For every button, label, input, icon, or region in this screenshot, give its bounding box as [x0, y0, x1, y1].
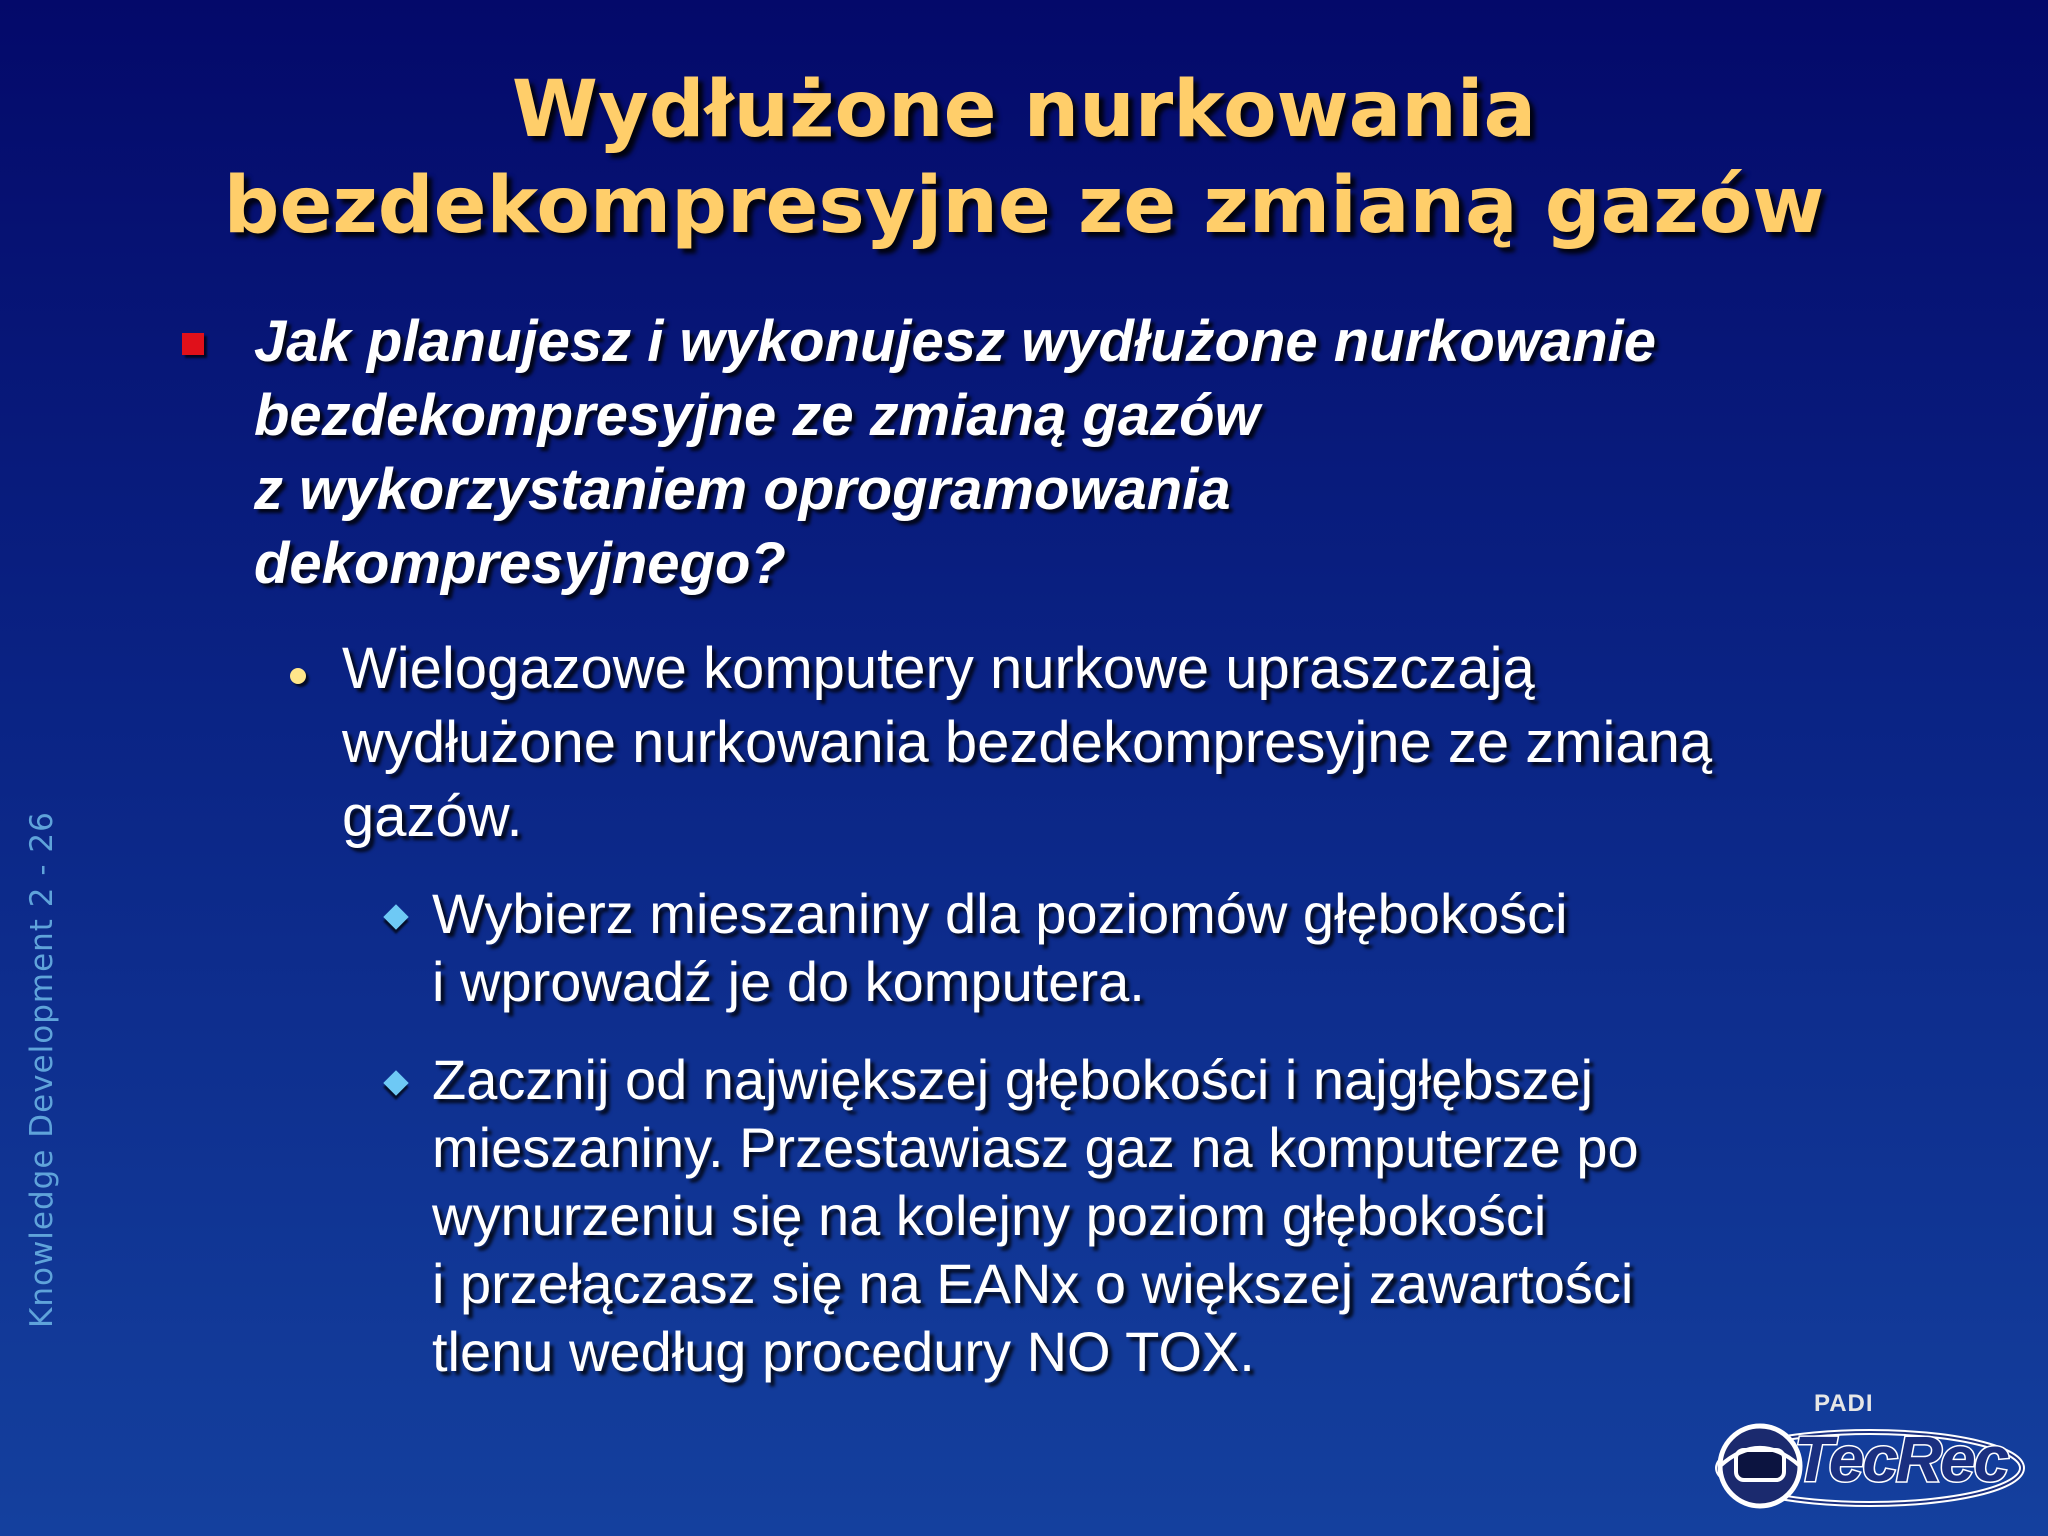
sub-point-1-line-2: i wprowadź je do komputera.: [432, 950, 1145, 1013]
point-line-2: wydłużone nurkowania bezdekompresyjne ze zmianą: [342, 710, 1713, 775]
point-line-3: gazów.: [342, 784, 523, 849]
question-line-1: Jak planujesz i wykonujesz wydłużone nurkowanie: [254, 309, 1657, 374]
sub-point-2-line-5: tlenu według procedury NO TOX.: [432, 1320, 1255, 1383]
dot-bullet-icon: [290, 668, 306, 684]
main-question-text: [254, 305, 1954, 601]
slide-number-label: Knowledge Development 2 - 26: [24, 811, 60, 1328]
diamond-bullet-icon: [383, 904, 408, 929]
padi-tecrec-logo: [1702, 1390, 2028, 1520]
square-bullet-icon: [182, 333, 204, 355]
slide-title: [0, 62, 2048, 254]
sub-point-2-line-3: wynurzeniu się na kolejny poziom głębokości: [432, 1184, 1547, 1247]
logo-tecrec-text: TecRec: [1794, 1423, 2008, 1495]
question-line-3: z wykorzystaniem oprogramowania: [254, 457, 1231, 522]
point-line-1: Wielogazowe komputery nurkowe upraszczają: [342, 636, 1535, 701]
sub-point-2-line-4: i przełączasz się na EANx o większej zawartości: [432, 1252, 1634, 1315]
title-line-2: bezdekompresyjne ze zmianą gazów: [223, 161, 1825, 251]
question-line-4: dekompresyjnego?: [254, 531, 786, 596]
diamond-bullet-icon: [383, 1070, 408, 1095]
sub-point-1-text: [432, 880, 1992, 1016]
sub-point-2-line-1: Zacznij od największej głębokości i najgłębszej: [432, 1048, 1594, 1111]
question-line-2: bezdekompresyjne ze zmianą gazów: [254, 383, 1260, 448]
logo-padi-text: PADI: [1814, 1390, 1874, 1417]
sub-point-2-line-2: mieszaniny. Przestawiasz gaz na komputerze po: [432, 1116, 1639, 1179]
sub-point-1-line-1: Wybierz mieszaniny dla poziomów głębokości: [432, 882, 1568, 945]
title-line-1: Wydłużone nurkowania: [511, 65, 1537, 155]
sub-point-2-text: [432, 1046, 1992, 1386]
bullet-point-text: [342, 632, 2022, 854]
